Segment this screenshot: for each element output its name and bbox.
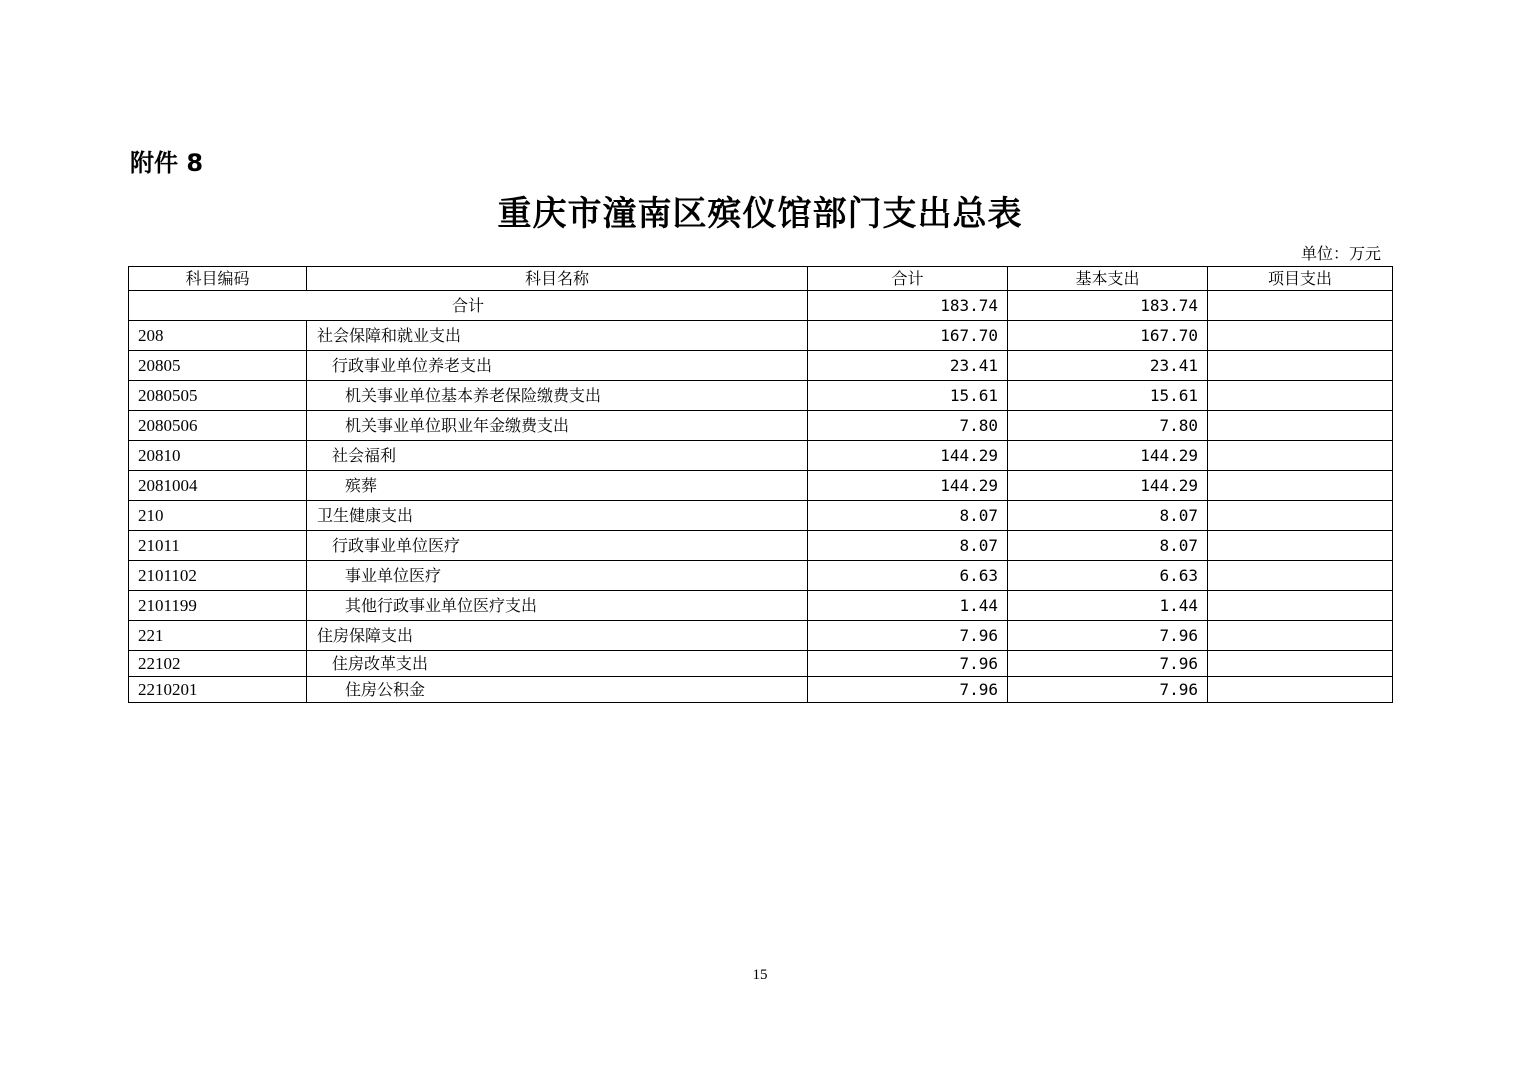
row-basic: 15.61	[1008, 381, 1208, 411]
row-basic: 144.29	[1008, 471, 1208, 501]
row-code: 221	[129, 621, 307, 651]
row-code: 2101199	[129, 591, 307, 621]
row-total: 144.29	[808, 441, 1008, 471]
table-row	[129, 381, 1393, 411]
row-basic: 7.96	[1008, 651, 1208, 677]
table-row	[129, 351, 1393, 381]
row-name: 社会保障和就业支出	[307, 321, 808, 351]
row-name: 住房保障支出	[307, 621, 808, 651]
row-project	[1208, 531, 1393, 561]
row-code: 2210201	[129, 677, 307, 703]
row-project	[1208, 591, 1393, 621]
expense-table	[128, 266, 1393, 703]
page-number: 15	[752, 967, 768, 983]
row-name: 机关事业单位基本养老保险缴费支出	[307, 381, 808, 411]
table-row	[129, 471, 1393, 501]
row-total: 7.96	[808, 621, 1008, 651]
row-name: 住房公积金	[307, 677, 808, 703]
table-row	[129, 561, 1393, 591]
table-row	[129, 501, 1393, 531]
row-name: 行政事业单位医疗	[307, 531, 808, 561]
table-row	[129, 411, 1393, 441]
header-code: 科目编码	[129, 267, 307, 291]
row-total: 7.96	[808, 677, 1008, 703]
row-project	[1208, 621, 1393, 651]
row-code: 20805	[129, 351, 307, 381]
row-basic: 8.07	[1008, 531, 1208, 561]
row-total: 15.61	[808, 381, 1008, 411]
total-sum: 183.74	[808, 291, 1008, 321]
total-label: 合计	[129, 291, 808, 321]
row-name: 卫生健康支出	[307, 501, 808, 531]
row-total: 167.70	[808, 321, 1008, 351]
table-row	[129, 321, 1393, 351]
table-row	[129, 677, 1393, 703]
total-basic: 183.74	[1008, 291, 1208, 321]
row-code: 2080506	[129, 411, 307, 441]
header-basic: 基本支出	[1008, 267, 1208, 291]
row-basic: 167.70	[1008, 321, 1208, 351]
row-basic: 6.63	[1008, 561, 1208, 591]
row-project	[1208, 411, 1393, 441]
row-name: 其他行政事业单位医疗支出	[307, 591, 808, 621]
table-row	[129, 441, 1393, 471]
row-code: 2080505	[129, 381, 307, 411]
header-project: 项目支出	[1208, 267, 1393, 291]
row-code: 210	[129, 501, 307, 531]
row-total: 6.63	[808, 561, 1008, 591]
row-name: 住房改革支出	[307, 651, 808, 677]
row-code: 21011	[129, 531, 307, 561]
row-project	[1208, 351, 1393, 381]
total-row	[129, 291, 1393, 321]
row-project	[1208, 441, 1393, 471]
row-code: 22102	[129, 651, 307, 677]
table-row	[129, 621, 1393, 651]
row-name: 社会福利	[307, 441, 808, 471]
row-basic: 7.96	[1008, 621, 1208, 651]
row-total: 8.07	[808, 531, 1008, 561]
row-code: 2081004	[129, 471, 307, 501]
row-project	[1208, 501, 1393, 531]
row-project	[1208, 381, 1393, 411]
row-total: 144.29	[808, 471, 1008, 501]
row-total: 7.80	[808, 411, 1008, 441]
table-row	[129, 651, 1393, 677]
row-total: 23.41	[808, 351, 1008, 381]
row-project	[1208, 651, 1393, 677]
table-row	[129, 591, 1393, 621]
row-project	[1208, 321, 1393, 351]
row-name: 行政事业单位养老支出	[307, 351, 808, 381]
row-basic: 144.29	[1008, 441, 1208, 471]
row-code: 2101102	[129, 561, 307, 591]
table-header-row	[129, 267, 1393, 291]
header-total: 合计	[808, 267, 1008, 291]
row-name: 殡葬	[307, 471, 808, 501]
attachment-label: 附件 8	[130, 149, 204, 177]
page-title: 重庆市潼南区殡仪馆部门支出总表	[497, 194, 1023, 234]
row-code: 208	[129, 321, 307, 351]
row-project	[1208, 471, 1393, 501]
table-row	[129, 531, 1393, 561]
row-total: 1.44	[808, 591, 1008, 621]
row-code: 20810	[129, 441, 307, 471]
row-name: 事业单位医疗	[307, 561, 808, 591]
row-basic: 7.96	[1008, 677, 1208, 703]
row-basic: 7.80	[1008, 411, 1208, 441]
row-project	[1208, 677, 1393, 703]
row-basic: 1.44	[1008, 591, 1208, 621]
row-basic: 8.07	[1008, 501, 1208, 531]
row-name: 机关事业单位职业年金缴费支出	[307, 411, 808, 441]
row-total: 8.07	[808, 501, 1008, 531]
header-name: 科目名称	[307, 267, 808, 291]
unit-label: 单位：万元	[1300, 244, 1381, 263]
row-project	[1208, 561, 1393, 591]
row-total: 7.96	[808, 651, 1008, 677]
row-basic: 23.41	[1008, 351, 1208, 381]
total-project	[1208, 291, 1393, 321]
